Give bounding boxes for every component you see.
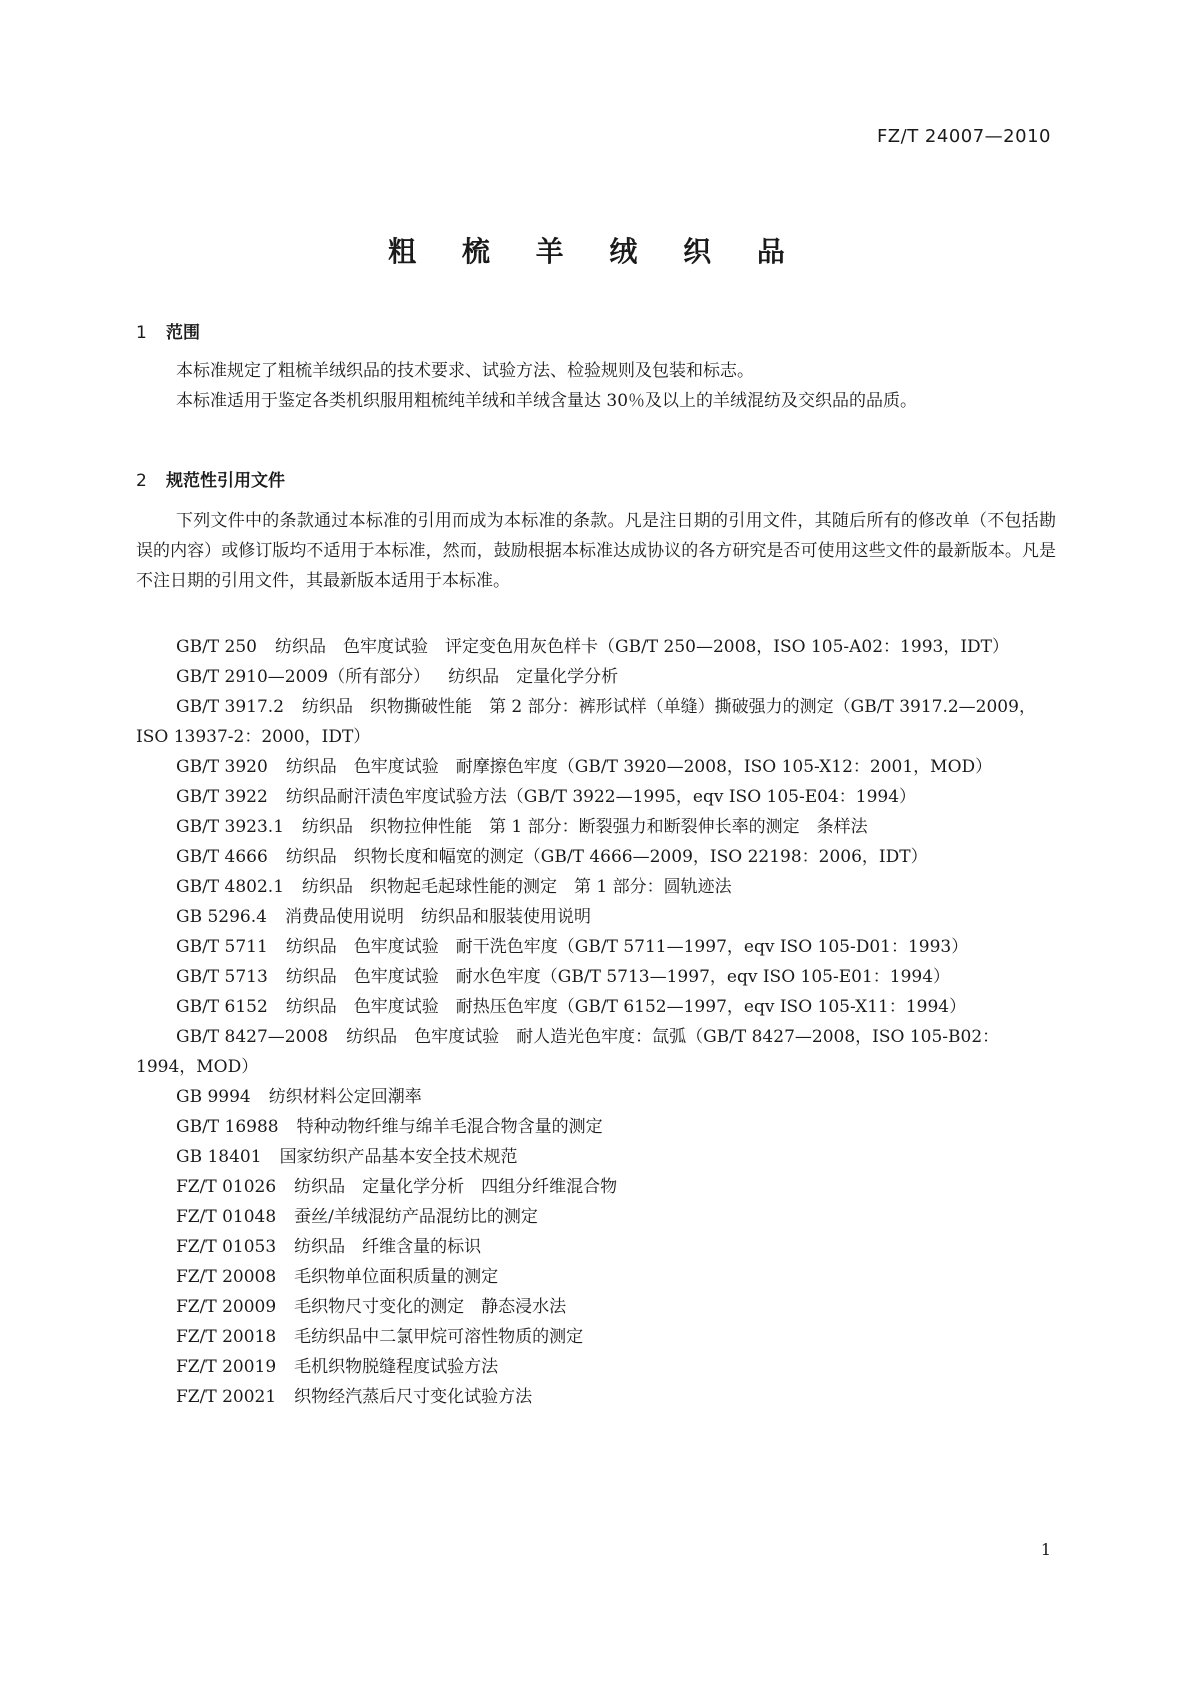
list-item <box>136 1142 1056 1172</box>
reference-code: GB/T 4802.1 <box>176 877 285 897</box>
scope-paragraph-1: 本标准规定了粗梳羊绒织品的技术要求、试验方法、检验规则及包装和标志。 <box>176 361 754 381</box>
section-title: 规范性引用文件 <box>166 471 285 491</box>
reference-code: GB/T 5711 <box>176 937 268 957</box>
list-item <box>136 1382 1056 1412</box>
reference-code: GB/T 4666 <box>176 847 268 867</box>
list-item <box>136 632 1056 662</box>
reference-code: GB/T 5713 <box>176 967 268 987</box>
reference-title: 纺织品耐汗渍色牢度试验方法（GB/T 3922—1995，eqv ISO 105-E04：1994） <box>285 787 917 807</box>
document-title: 粗 梳 羊 绒 织 品 <box>388 235 803 268</box>
reference-code: GB/T 3922 <box>176 787 268 807</box>
list-item <box>136 1202 1056 1232</box>
list-item <box>136 1352 1056 1382</box>
list-item <box>136 1022 1056 1082</box>
list-item <box>136 1112 1056 1142</box>
reference-title: 消费品使用说明 纺织品和服装使用说明 <box>284 907 591 927</box>
reference-title: 毛织物单位面积质量的测定 <box>294 1267 499 1287</box>
reference-title: 纺织材料公定回潮率 <box>268 1087 422 1107</box>
list-item <box>136 1082 1056 1112</box>
reference-code: FZ/T 20019 <box>176 1357 277 1377</box>
reference-title: 纺织品 定量化学分析 四组分纤维混合物 <box>294 1177 618 1197</box>
reference-title: 纺织品 色牢度试验 耐干洗色牢度（GB/T 5711—1997，eqv ISO 105-D01：1993） <box>285 937 969 957</box>
list-item <box>136 752 1056 782</box>
reference-title: 纺织品 织物起毛起球性能的测定 第 1 部分：圆轨迹法 <box>302 877 732 897</box>
reference-list <box>136 632 1056 1412</box>
reference-code: FZ/T 20009 <box>176 1297 277 1317</box>
reference-code: GB/T 8427—2008 <box>176 1027 329 1047</box>
list-item <box>136 1322 1056 1352</box>
reference-title: 国家纺织产品基本安全技术规范 <box>279 1147 518 1167</box>
references-intro-paragraph: 下列文件中的条款通过本标准的引用而成为本标准的条款。凡是注日期的引用文件，其随后所有的修改单（不包括勘误的内容）或修订版均不适用于本标准，然而，鼓励根据本标准达成协议的各方研究是否可使用这些文件的最新版本。凡是不注日期的引用文件，其最新版本适用于本标准。 <box>136 511 1056 591</box>
reference-title: 织物经汽蒸后尺寸变化试验方法 <box>294 1387 533 1407</box>
standard-code: FZ/T 24007—2010 <box>876 126 1051 147</box>
reference-code: FZ/T 01048 <box>176 1207 277 1227</box>
reference-title: 纺织品 织物长度和幅宽的测定（GB/T 4666—2009，ISO 22198：2006，IDT） <box>285 847 928 867</box>
reference-title: 蚕丝/羊绒混纺产品混纺比的测定 <box>294 1207 538 1227</box>
reference-code: GB/T 3923.1 <box>176 817 285 837</box>
reference-code: FZ/T 01053 <box>176 1237 277 1257</box>
scope-paragraph-2: 本标准适用于鉴定各类机织服用粗梳纯羊绒和羊绒含量达 30％及以上的羊绒混纺及交织品的品质。 <box>176 391 918 411</box>
list-item <box>136 1232 1056 1262</box>
section-number: 2 <box>136 471 147 491</box>
list-item <box>136 902 1056 932</box>
reference-title: 纺织品 织物拉伸性能 第 1 部分：断裂强力和断裂伸长率的测定 条样法 <box>302 817 868 837</box>
list-item <box>136 1172 1056 1202</box>
reference-title: 纺织品 纤维含量的标识 <box>294 1237 482 1257</box>
list-item <box>136 1292 1056 1322</box>
list-item <box>136 962 1056 992</box>
reference-code: FZ/T 20008 <box>176 1267 277 1287</box>
list-item <box>136 692 1056 752</box>
list-item <box>136 812 1056 842</box>
list-item <box>136 842 1056 872</box>
reference-code: GB/T 6152 <box>176 997 268 1017</box>
section-heading-normative-references <box>136 466 285 491</box>
reference-title: 纺织品 定量化学分析 <box>448 667 619 687</box>
reference-code: GB 18401 <box>176 1147 262 1167</box>
page-number: 1 <box>1040 1540 1051 1559</box>
reference-title: 纺织品 色牢度试验 耐人造光色牢度：氙弧（GB/T 8427—2008，ISO 105-B02：1994，MOD） <box>136 1027 1000 1077</box>
reference-code: FZ/T 20021 <box>176 1387 277 1407</box>
reference-code: GB/T 250 <box>176 637 257 657</box>
section-heading-scope <box>136 318 200 343</box>
reference-code: FZ/T 20018 <box>176 1327 277 1347</box>
reference-title: 毛纺织品中二氯甲烷可溶性物质的测定 <box>294 1327 584 1347</box>
reference-code: GB 9994 <box>176 1087 251 1107</box>
reference-title: 纺织品 色牢度试验 耐水色牢度（GB/T 5713—1997，eqv ISO 105-E01：1994） <box>285 967 951 987</box>
list-item <box>136 872 1056 902</box>
section-title: 范围 <box>166 323 200 343</box>
section-number: 1 <box>136 323 147 343</box>
reference-code: FZ/T 01026 <box>176 1177 277 1197</box>
list-item <box>136 992 1056 1022</box>
reference-code: GB/T 2910—2009（所有部分） <box>176 667 431 687</box>
reference-title: 纺织品 色牢度试验 耐摩擦色牢度（GB/T 3920—2008，ISO 105-X12：2001，MOD） <box>285 757 993 777</box>
list-item <box>136 932 1056 962</box>
reference-title: 纺织品 色牢度试验 耐热压色牢度（GB/T 6152—1997，eqv ISO 105-X11：1994） <box>285 997 967 1017</box>
reference-code: GB/T 3917.2 <box>176 697 285 717</box>
reference-code: GB/T 16988 <box>176 1117 279 1137</box>
list-item <box>136 782 1056 812</box>
list-item <box>136 1262 1056 1292</box>
list-item <box>136 662 1056 692</box>
reference-title: 纺织品 色牢度试验 评定变色用灰色样卡（GB/T 250—2008，ISO 105-A02：1993，IDT） <box>275 637 1010 657</box>
reference-code: GB/T 3920 <box>176 757 268 777</box>
reference-title: 毛织物尺寸变化的测定 静态浸水法 <box>294 1297 567 1317</box>
reference-title: 特种动物纤维与绵羊毛混合物含量的测定 <box>296 1117 603 1137</box>
reference-title: 纺织品 织物撕破性能 第 2 部分：裤形试样（单缝）撕破强力的测定（GB/T 3917.2—2009，ISO 13937-2：2000，IDT） <box>136 697 1036 747</box>
reference-code: GB 5296.4 <box>176 907 267 927</box>
reference-title: 毛机织物脱缝程度试验方法 <box>294 1357 499 1377</box>
